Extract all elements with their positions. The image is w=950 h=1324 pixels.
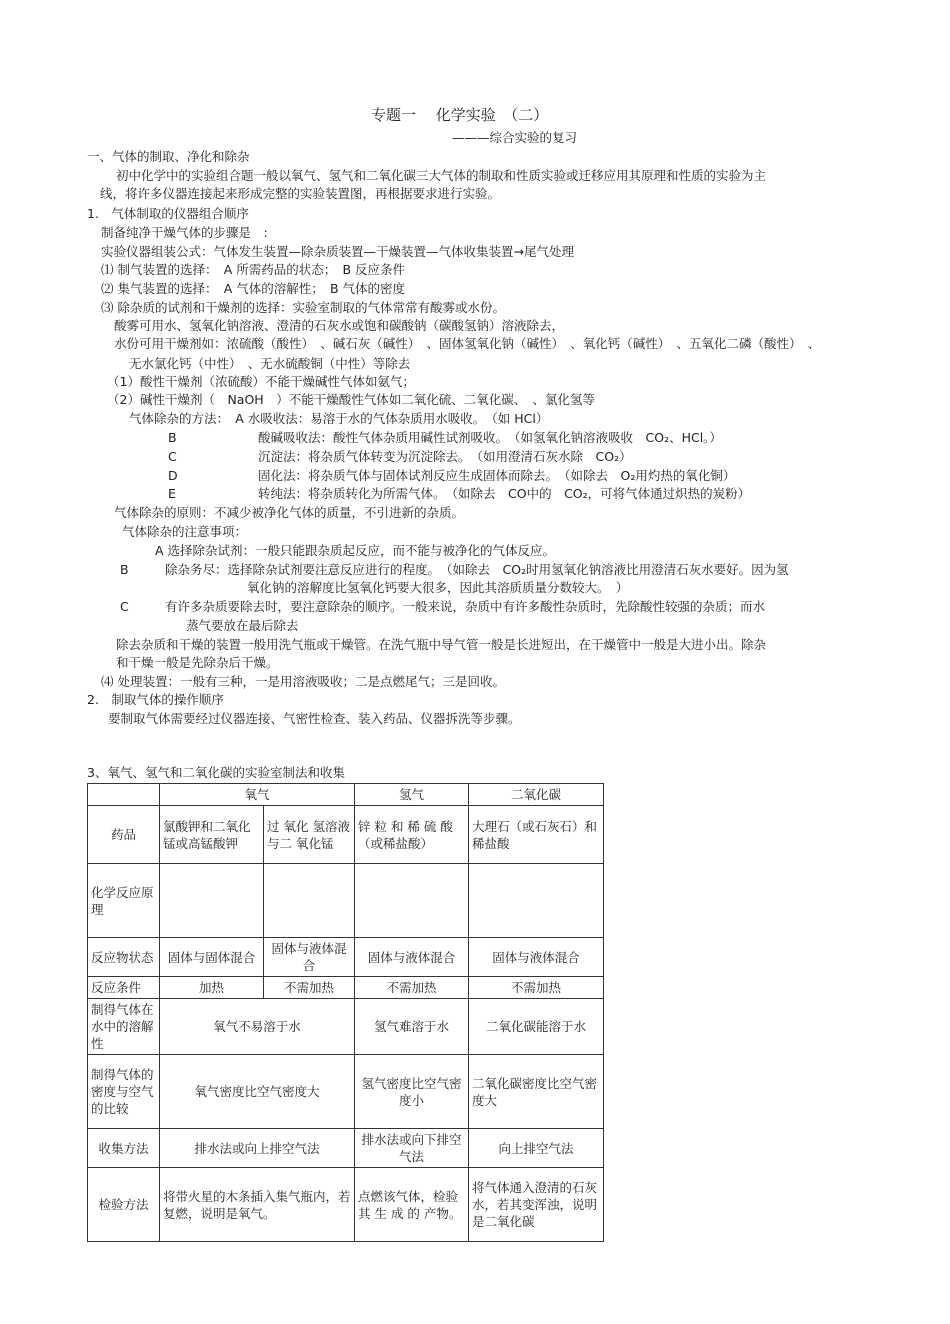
table-cell: 加热 [160, 977, 264, 999]
method-letter: B [168, 430, 177, 445]
table-cell [355, 864, 469, 938]
table-cell: 二氧化碳能溶于水 [469, 999, 604, 1055]
paragraph-line: 制备纯净干燥气体的步骤是 : [101, 225, 268, 240]
table-row [88, 1055, 604, 1129]
paragraph-line: 线，将许多仪器连接起来形成完整的实验装置图，再根据要求进行实验。 [100, 186, 501, 201]
header-hydrogen: 氢气 [355, 784, 469, 806]
note-text: 氧化钠的溶解度比氢氧化钙要大很多，因此其溶质质量分数较大。 ） [247, 580, 629, 595]
table-row [88, 977, 604, 999]
table-cell: 氢气难溶于水 [355, 999, 469, 1055]
paragraph-line: 水份可用干燥剂如：浓硫酸（酸性） 、碱石灰（碱性） 、固体氢氧化钠（碱性） 、氧化钙（碱性） 、五氧化二磷（酸性） 、 [114, 336, 821, 351]
row-label: 制得气体在水中的溶解性 [88, 999, 160, 1055]
subsection-heading: 2. 制取气体的操作顺序 [87, 692, 224, 707]
list-item: ⑷ 处理装置：一般有三种，一是用溶液吸收；二是点燃尾气；三是回收。 [101, 674, 505, 689]
table-cell [160, 864, 264, 938]
table-cell: 将气体通入澄清的石灰水，若其变浑浊，说明是二氧化碳 [469, 1168, 604, 1242]
table-row [88, 1168, 604, 1242]
paragraph-line: 和干燥一般是先除杂后干燥。 [116, 655, 279, 670]
subsection-heading: 1. 气体制取的仪器组合顺序 [87, 206, 249, 221]
list-item: ⑶ 除杂质的试剂和干燥剂的选择：实验室制取的气体常常有酸雾或水份。 [101, 300, 505, 315]
note-letter: C [120, 599, 129, 614]
paragraph-line: 酸雾可用水、氢氧化钠溶液、澄清的石灰水或饱和碳酸钠（碳酸氢钠）溶液除去， [114, 318, 565, 333]
table-cell: 大理石（或石灰石）和稀盐酸 [469, 806, 604, 864]
note-text: 除杂务尽：选择除杂试剂要注意反应进行的程度。 （如除去 CO₂时用氢氧化钠溶液比用澄清石灰水要好。因为氢 [165, 562, 789, 577]
note-text: 蒸气要放在最后除去 [186, 618, 299, 633]
table-cell: 氯酸钾和二氧化锰或高锰酸钾 [160, 806, 264, 864]
table-cell: 固体与液体混合 [264, 938, 355, 977]
table-cell: 过 氧化 氢溶液 与二 氧化锰 [264, 806, 355, 864]
row-label: 反应条件 [88, 977, 160, 999]
table-cell: 氧气密度比空气密度大 [160, 1055, 355, 1129]
method-letter: D [168, 468, 178, 483]
header-carbon-dioxide: 二氧化碳 [469, 784, 604, 806]
table-cell: 不需加热 [355, 977, 469, 999]
table-caption: 3、氧气、氢气和二氧化碳的实验室制法和收集 [87, 765, 345, 780]
table-cell: 固体与固体混合 [160, 938, 264, 977]
note-item: A 选择除杂试剂：一般只能跟杂质起反应，而不能与被净化的气体反应。 [155, 543, 556, 558]
table-cell: 氢气密度比空气密度小 [355, 1055, 469, 1129]
table-row [88, 938, 604, 977]
paragraph-line: 气体除杂的原则：不减少被净化气体的质量，不引进新的杂质。 [114, 505, 465, 520]
row-label: 反应物状态 [88, 938, 160, 977]
table-row [88, 1129, 604, 1168]
table-row [88, 999, 604, 1055]
method-letter: C [168, 449, 177, 464]
table-cell: 固体与液体混合 [355, 938, 469, 977]
section-heading: 一、气体的制取、净化和除杂 [87, 149, 250, 164]
table-cell: 排水法或向上排空气法 [160, 1129, 355, 1168]
note-text: 有许多杂质要除去时，要注意除杂的顺序。一般来说，杂质中有许多酸性杂质时，先除酸性较强的杂质；而水 [165, 599, 766, 614]
paragraph-line: 无水氯化钙（中性） 、无水硫酸铜（中性）等除去 [129, 356, 411, 371]
row-label: 收集方法 [88, 1129, 160, 1168]
table-cell: 二氧化碳密度比空气密度大 [469, 1055, 604, 1129]
list-item: ⑵ 集气装置的选择： A 气体的溶解性； B 气体的密度 [101, 281, 406, 296]
table-cell: 不需加热 [264, 977, 355, 999]
row-label: 药品 [88, 806, 160, 864]
table-cell: 点燃该气体，检验 其 生 成 的 产物。 [355, 1168, 469, 1242]
table-header-row [88, 784, 604, 806]
table-cell [264, 864, 355, 938]
page-subtitle: ———综合实验的复习 [452, 130, 578, 145]
paragraph-line: 气体除杂的方法： A 水吸收法：易溶于水的气体杂质用水吸收。 （如 HCl） [129, 411, 549, 426]
table-cell [469, 864, 604, 938]
method-letter: E [168, 486, 176, 501]
table-cell: 排水法或向下排空气法 [355, 1129, 469, 1168]
table-row [88, 806, 604, 864]
paragraph-line: 除去杂质和干燥的装置一般用洗气瓶或干燥管。在洗气瓶中导气管一般是长进短出，在干燥管中一般是大进小出。除杂 [116, 637, 767, 652]
method-text: 固化法：将杂质气体与固体试剂反应生成固体而除去。 （如除去 O₂用灼热的氧化铜） [258, 468, 736, 483]
table-cell: 氧气不易溶于水 [160, 999, 355, 1055]
table-cell: 不需加热 [469, 977, 604, 999]
row-label: 化学反应原理 [88, 864, 160, 938]
note-letter: B [120, 562, 129, 577]
method-text: 沉淀法：将杂质气体转变为沉淀除去。 （如用澄清石灰水除 CO₂） [258, 449, 632, 464]
table-cell: 向上排空气法 [469, 1129, 604, 1168]
page-title: 专题一 化学实验 （二） [371, 106, 549, 124]
row-label: 制得气体的密度与空气的比较 [88, 1055, 160, 1129]
list-item: （1）酸性干燥剂（浓硫酸）不能干燥碱性气体如氨气； [107, 374, 415, 389]
table-corner-cell [88, 784, 160, 806]
row-label: 检验方法 [88, 1168, 160, 1242]
paragraph-line: 要制取气体需要经过仪器连接、气密性检查、装入药品、仪器拆洗等步骤。 [108, 711, 521, 726]
paragraph-line: 气体除杂的注意事项： [122, 524, 248, 539]
table-row [88, 864, 604, 938]
paragraph-line: 初中化学中的实验组合题一般以氧气、氢气和二氧化碳三大气体的制取和性质实验或迁移应用其原理和性质的实验为主 [116, 168, 767, 183]
list-item: ⑴ 制气装置的选择： A 所需药品的状态； B 反应条件 [101, 262, 406, 277]
table-cell: 固体与液体混合 [469, 938, 604, 977]
table-cell: 将带火星的木条插入集气瓶内，若复燃，说明是氧气。 [160, 1168, 355, 1242]
paragraph-line: 实验仪器组装公式：气体发生装置—除杂质装置—干燥装置—气体收集装置→尾气处理 [101, 244, 574, 259]
method-text: 酸碱吸收法：酸性气体杂质用碱性试剂吸收。 （如氢氧化钠溶液吸收 CO₂、HCl。） [258, 430, 722, 445]
gas-preparation-table [87, 783, 604, 1242]
table-cell: 锌 粒 和 稀 硫 酸（或稀盐酸） [355, 806, 469, 864]
method-text: 转纯法：将杂质转化为所需气体。 （如除去 CO中的 CO₂，可将气体通过炽热的炭粉） [258, 486, 751, 501]
header-oxygen: 氧气 [160, 784, 355, 806]
list-item: （2）碱性干燥剂（ NaOH ）不能干燥酸性气体如二氧化硫、二氧化碳、 、氯化氢等 [107, 392, 595, 407]
